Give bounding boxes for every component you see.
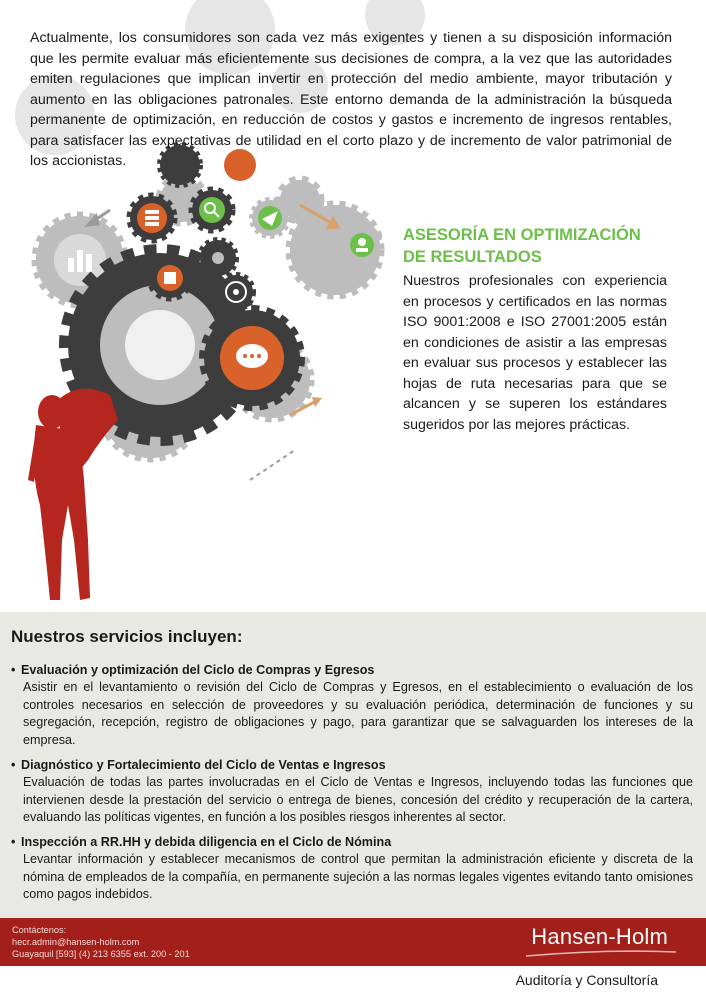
service-description: Asistir en el levantamiento o revisión del Ciclo de Compras y Egresos, en el establecimiento o evaluación de los controles necesarios en selección de proveedores y su evaluación periódica, determinación de funciones y su segregación, recepción, registro de obligaciones y pago, para garantizar que se salvaguarden los intereses de la empresa.	[23, 680, 693, 747]
intro-paragraph: Actualmente, los consumidores son cada vez más exigentes y tienen a su disposición información que les permite evaluar más eficientemente sus decisiones de compra, a la vez que las autoridades emiten regulaciones que implican invertir en protección del medio ambiente, mayor tributación y aumento en las obligaciones patronales. Este entorno demanda de la administración la búsqueda permanente de optimización, en reducción de costos y gastos e incremento de ingresos rentables, para satisfacer las expectativas de utilidad en el corto plazo y de incremento de valor patrimonial de los accionistas.	[30, 30, 672, 169]
service-title	[11, 662, 693, 679]
steering-wheel-icon	[219, 275, 253, 309]
contact-email[interactable]: hecr.admin@hansen-holm.com	[12, 937, 140, 947]
advisory-title-line2: DE RESULTADOS	[403, 248, 542, 266]
service-title-text: Inspección a RR.HH y debida diligencia en el Ciclo de Nómina	[21, 835, 392, 849]
services-section	[0, 612, 706, 918]
advisory-body: Nuestros profesionales con experiencia en procesos y certificados en las normas ISO 9001:2008 e ISO 27001:2005 están en condiciones de asistir a las empresas en evaluar sus procesos y establecer las hojas de ruta necesarias para que se alcancen y se superen los estándares sugeridos por las mejores prácticas.	[403, 273, 667, 433]
brand-tagline: Auditoría y Consultoría	[515, 972, 658, 988]
service-title	[11, 834, 693, 851]
service-title-text: Evaluación y optimización del Ciclo de Compras y Egresos	[21, 663, 375, 677]
advisory-title	[403, 224, 673, 268]
contact-card-icon	[150, 258, 190, 298]
service-item	[11, 662, 693, 749]
brand-logo: Hansen-Holm	[531, 924, 668, 949]
bullet-icon: •	[11, 835, 16, 849]
bullet-icon: •	[11, 663, 16, 677]
search-icon	[192, 190, 232, 230]
logo-swoosh-icon	[526, 949, 676, 959]
contact-block	[12, 924, 190, 960]
services-heading: Nuestros servicios incluyen:	[11, 627, 243, 646]
coins-icon	[130, 196, 174, 240]
bullet-icon: •	[11, 758, 16, 772]
paper-plane-icon	[252, 200, 288, 236]
service-description: Levantar información y establecer mecanismos de control que permitan la administración eficiente y discreta de la nómina de empleados de la compañía, en permanente sujeción a las normas legales vigentes evitando tanto omisiones como pagos indebidos.	[23, 852, 693, 901]
contact-phone: Guayaquil [593] (4) 213 6355 ext. 200 - 201	[12, 949, 190, 959]
contact-label: Contáctenos:	[12, 925, 67, 935]
service-title-text: Diagnóstico y Fortalecimiento del Ciclo de Ventas e Ingresos	[21, 758, 386, 772]
advisory-title-line1: ASESORÍA EN OPTIMIZACIÓN	[403, 226, 641, 244]
service-item	[11, 834, 693, 904]
person-figure	[28, 389, 118, 600]
service-item	[11, 757, 693, 827]
footer-bar	[0, 918, 706, 966]
service-title	[11, 757, 693, 774]
service-description: Evaluación de todas las partes involucradas en el Ciclo de Ventas e Ingresos, incluyendo todas las funciones que intervienen desde la prestación del servicio o entrega de bienes, concesión del crédito y recuperación de la cartera, evaluando las políticas vigentes, en función a los posibles riesgos inherentes al sector.	[23, 775, 693, 824]
user-gear-icon	[344, 227, 380, 263]
chat-bubble-icon	[204, 310, 300, 406]
